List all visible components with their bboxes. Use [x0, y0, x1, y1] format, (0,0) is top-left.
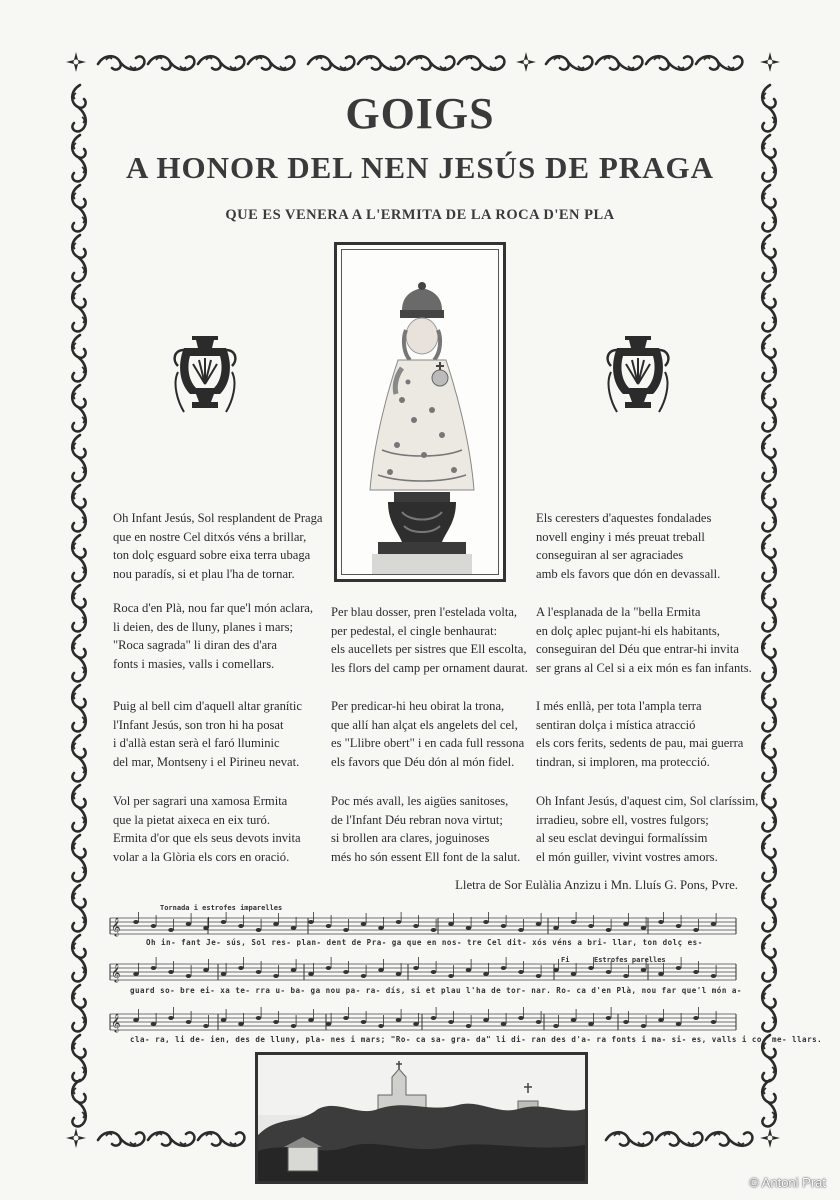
stanza-right-3	[536, 697, 743, 772]
note-head	[203, 926, 209, 930]
note-head	[151, 966, 157, 970]
verse-line: per pedestal, el cingle benhaurat:	[331, 623, 498, 638]
note-head	[326, 1022, 332, 1026]
note-head	[658, 1018, 664, 1022]
verse-line: Oh Infant Jesús, Sol resplandent de Praga	[113, 511, 323, 525]
note-head	[431, 1016, 437, 1020]
note-head	[711, 1020, 717, 1024]
note-head	[553, 926, 559, 930]
verse-line: conseguiran al ser agraciades	[536, 548, 684, 563]
note-head	[658, 920, 664, 924]
stanza-left-4	[113, 792, 301, 867]
verse-line: Els ceresters d'aquestes fondalades	[536, 511, 712, 525]
stanza-left-3	[113, 697, 302, 772]
note-head	[518, 970, 524, 974]
treble-clef-icon: 𝄞	[111, 1013, 121, 1032]
note-head	[536, 1020, 542, 1024]
music-score	[108, 912, 740, 1042]
note-head	[396, 920, 402, 924]
verse-line: nou paradís, si et plau l'ha de tornar.	[113, 567, 295, 582]
note-head	[186, 1020, 192, 1024]
verse-line: ser grans al Cel si a eix món es fan infants.	[536, 661, 752, 676]
note-head	[168, 928, 174, 932]
note-head	[361, 1020, 367, 1024]
note-head	[676, 924, 682, 928]
note-head	[308, 1018, 314, 1022]
music-label-parelles: Estrofes parelles	[594, 956, 666, 964]
verse-line: A l'esplanada de la "bella Ermita	[536, 605, 701, 619]
verse-line: al seu esclat devingui formalíssim	[536, 831, 708, 846]
note-head	[623, 974, 629, 978]
stanza-left-1	[113, 509, 323, 584]
stanza-right-2	[536, 603, 752, 678]
verse-line: amb els favors que dón en devassall.	[536, 567, 721, 582]
note-head	[606, 970, 612, 974]
note-head	[711, 922, 717, 926]
note-head	[641, 926, 647, 930]
note-head	[186, 974, 192, 978]
stanza-right-1	[536, 509, 720, 584]
note-head	[658, 972, 664, 976]
hermitage-photo	[255, 1052, 588, 1184]
verse-line: Oh Infant Jesús, d'aquest cim, Sol claríssim,	[536, 794, 759, 808]
ornamental-vase-icon	[603, 332, 673, 422]
note-head	[571, 920, 577, 924]
note-head	[606, 928, 612, 932]
note-head	[413, 924, 419, 928]
note-head	[606, 1016, 612, 1020]
note-head	[273, 974, 279, 978]
verse-line: el món guiller, vivint vostres amors.	[536, 850, 718, 865]
verse-line: "Roca sagrada" li diran des d'ara	[113, 638, 277, 653]
note-head	[536, 922, 542, 926]
verse-line: es "Llibre obert" i en cada full ressona	[331, 736, 525, 751]
verse-line: Per predicar-hi heu obirat la trona,	[331, 699, 505, 713]
verse-line: Puig al bell cim d'aquell altar granític	[113, 699, 303, 713]
note-head	[221, 1018, 227, 1022]
verse-line: els cors ferits, sedents de pau, mai guerra	[536, 736, 744, 751]
note-head	[256, 928, 262, 932]
note-head	[291, 968, 297, 972]
note-head	[676, 966, 682, 970]
dedication: QUE ES VENERA A L'ERMITA DE LA ROCA D'EN PLA	[225, 207, 615, 223]
note-head	[133, 920, 139, 924]
note-head	[308, 920, 314, 924]
note-head	[711, 974, 717, 978]
note-head	[168, 970, 174, 974]
note-head	[571, 1018, 577, 1022]
note-head	[553, 968, 559, 972]
verse-line: conseguiran del Déu que entrar-hi invita	[536, 642, 739, 657]
note-head	[326, 966, 332, 970]
note-head	[466, 968, 472, 972]
note-head	[256, 1016, 262, 1020]
note-head	[641, 968, 647, 972]
verse-line: els aucellets per sistres que Ell escolta,	[331, 642, 527, 657]
note-head	[588, 1022, 594, 1026]
note-head	[256, 970, 262, 974]
note-head	[273, 922, 279, 926]
note-head	[238, 924, 244, 928]
note-head	[641, 1024, 647, 1028]
note-head	[343, 970, 349, 974]
note-head	[501, 966, 507, 970]
verse-line: li deien, des de lluny, planes i mars;	[113, 619, 294, 634]
note-head	[483, 920, 489, 924]
verse-line: I més enllà, per tota l'ampla terra	[536, 699, 702, 713]
note-head	[693, 1016, 699, 1020]
note-head	[466, 926, 472, 930]
verse-line: Per blau dosser, pren l'estelada volta,	[331, 605, 518, 619]
note-head	[133, 1018, 139, 1022]
note-head	[693, 928, 699, 932]
note-head	[536, 974, 542, 978]
lyrics-credit: Lletra de Sor Eulàlia Anzizu i Mn. Lluís G. Pons, Pvre.	[455, 878, 738, 892]
note-head	[623, 1020, 629, 1024]
verse-line: Roca d'en Plà, nou far que'l món aclara,	[113, 601, 314, 615]
lyrics-line-3: cla- ra, li de- ien, des de lluny, pla- nes i mars; "Ro- ca sa- gra- da" li di- ran des d'a- ra fonts i ma- si- es, valls i co- me- llars.	[130, 1035, 823, 1044]
verse-line: fonts i masies, valls i comellars.	[113, 657, 275, 672]
note-head	[238, 966, 244, 970]
note-head	[203, 1024, 209, 1028]
note-head	[378, 968, 384, 972]
note-head	[448, 1020, 454, 1024]
verse-line: l'Infant Jesús, son tron hi ha posat	[113, 717, 284, 732]
note-head	[518, 1016, 524, 1020]
note-head	[448, 974, 454, 978]
lyrics-line-2: guard so- bre ei- xa te- rra u- ba- ga nou pa- ra- dís, si et plau l'ha de tor- nar. Ro- ca d'en Plà, nou far que'l món a-	[130, 986, 742, 995]
main-title: GOIGS	[345, 89, 495, 138]
note-head	[571, 972, 577, 976]
verse-line: que la pietat aixeca en eix turó.	[113, 812, 270, 827]
note-head	[186, 922, 192, 926]
note-head	[291, 926, 297, 930]
note-head	[483, 972, 489, 976]
lyrics-line-1: Oh in- fant Je- sús, Sol res- plan- dent de Pra- ga que en nos- tre Cel dit- xós véns a bri- llar, ton dolç es-	[146, 938, 703, 947]
note-head	[361, 974, 367, 978]
note-head	[693, 970, 699, 974]
note-head	[378, 1024, 384, 1028]
note-head	[501, 924, 507, 928]
verse-line: Vol per sagrari una xamosa Ermita	[113, 794, 288, 808]
verse-line: que allí han alçat els angelets del cel,	[331, 717, 518, 732]
verse-line: sentiran dolça i mística atracció	[536, 717, 696, 732]
statue-photo	[334, 242, 506, 582]
note-head	[588, 966, 594, 970]
treble-clef-icon: 𝄞	[111, 917, 121, 936]
verse-line: i d'allà estan serà el faró lluminic	[113, 736, 280, 751]
note-head	[676, 1022, 682, 1026]
note-head	[448, 922, 454, 926]
watermark: © Antoni Prat	[749, 1175, 826, 1190]
note-head	[221, 920, 227, 924]
infant-jesus-statue-image	[342, 250, 499, 575]
music-label-tornada: Tornada i estrofes imparelles	[160, 904, 283, 912]
note-head	[291, 1024, 297, 1028]
note-head	[431, 928, 437, 932]
verse-line: ton dolç esguard sobre eixa terra ubaga	[113, 548, 311, 563]
verse-line: els favors que Déu dón al món fidel.	[331, 755, 515, 770]
note-head	[413, 1022, 419, 1026]
note-head	[396, 972, 402, 976]
verse-line: Ermita d'or que els seus devots invita	[113, 831, 301, 846]
stanza-left-2	[113, 599, 313, 674]
note-head	[151, 924, 157, 928]
note-head	[466, 1024, 472, 1028]
note-head	[483, 1018, 489, 1022]
note-head	[326, 924, 332, 928]
note-head	[361, 922, 367, 926]
verse-line: novell enginy i més preuat treball	[536, 529, 705, 544]
verse-line: si brollen ara clares, joguinoses	[331, 831, 490, 846]
note-head	[168, 1016, 174, 1020]
note-head	[203, 968, 209, 972]
note-head	[273, 1020, 279, 1024]
stanza-middle-3	[331, 792, 520, 867]
treble-clef-icon: 𝄞	[111, 963, 121, 982]
verse-line: que en nostre Cel ditxós véns a brillar,	[113, 529, 307, 544]
note-head	[413, 966, 419, 970]
stanza-middle-2	[331, 697, 524, 772]
verse-line: de l'Infant Déu rebran nova virtut;	[331, 812, 503, 827]
verse-line: del mar, Montseny i el Pirineu nevat.	[113, 755, 300, 770]
subtitle: A HONOR DEL NEN JESÚS DE PRAGA	[125, 150, 715, 185]
note-head	[221, 972, 227, 976]
note-head	[343, 1016, 349, 1020]
note-head	[623, 922, 629, 926]
note-head	[553, 1024, 559, 1028]
verse-line: més ho són essent Ell font de la salut.	[331, 850, 521, 865]
note-head	[151, 1022, 157, 1026]
hermitage-landscape-image	[258, 1055, 585, 1181]
verse-line: volar a la Glòria els cors en oració.	[113, 850, 290, 865]
stanza-right-4	[536, 792, 758, 867]
note-head	[378, 926, 384, 930]
note-head	[518, 928, 524, 932]
music-label-fi: Fi	[561, 956, 570, 964]
note-head	[343, 928, 349, 932]
note-head	[501, 1022, 507, 1026]
note-head	[396, 1018, 402, 1022]
verse-line: irradieu, sobre ell, vostres fulgors;	[536, 812, 709, 827]
verse-line: les flors del camp per ornament daurat.	[331, 661, 528, 676]
ornamental-vase-icon	[170, 332, 240, 422]
note-head	[588, 924, 594, 928]
note-head	[431, 970, 437, 974]
note-head	[308, 972, 314, 976]
verse-line: en dolç aplec pujant-hi els habitants,	[536, 623, 720, 638]
verse-line: Poc més avall, les aigües sanitoses,	[331, 794, 509, 808]
stanza-middle-1	[331, 603, 528, 678]
note-head	[133, 972, 139, 976]
note-head	[238, 1022, 244, 1026]
verse-line: tindran, si imploren, ma protecció.	[536, 755, 710, 770]
